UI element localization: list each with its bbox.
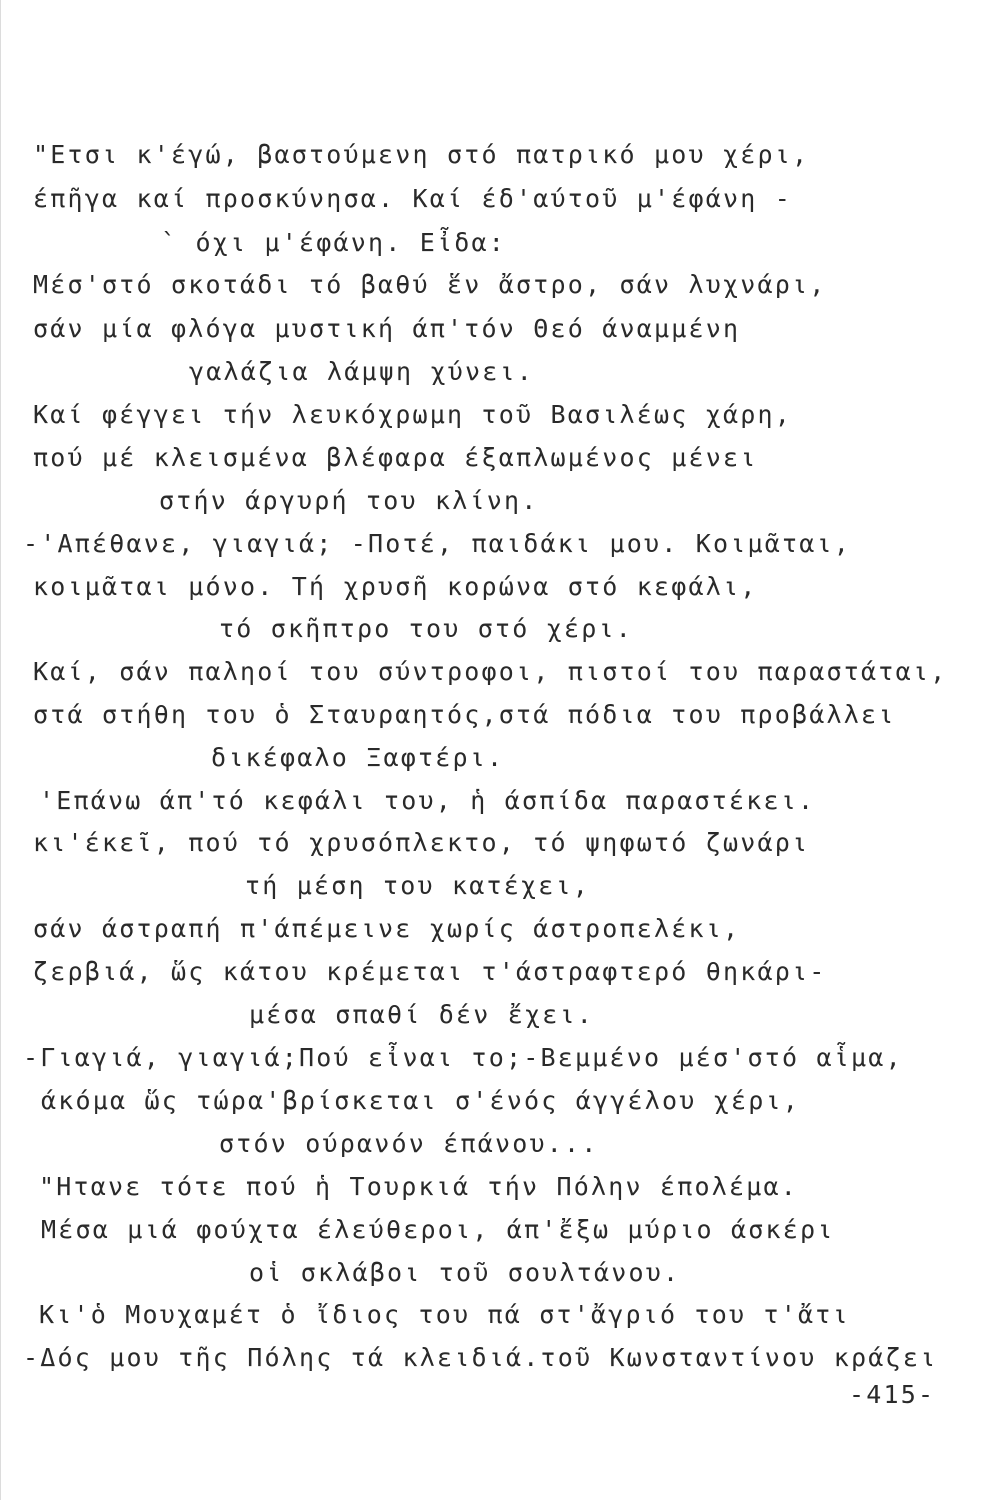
page-number: -415-: [849, 1380, 936, 1409]
text-line-28: Κι'ὁ Μουχαμέτ ὁ ἴδιος του πά στ'ἄγριό του τ'ἄτι: [39, 1300, 850, 1329]
text-line-14: στά στήθη του ὁ Σταυραητός,στά πόδια του προβάλλει: [33, 700, 896, 729]
text-line-7: Καί φέγγει τήν λευκόχρωμη τοῦ Βασιλέως χάρη,: [33, 400, 793, 429]
text-line-6: γαλάζια λάμψη χύνει.: [189, 357, 535, 386]
text-line-20: ζερβιά, ὥς κάτου κρέμεται τ'άστραφτερό θηκάρι-: [33, 957, 827, 986]
text-line-19: σάν άστραπή π'άπέμεινε χωρίς άστροπελέκι,: [33, 914, 741, 943]
text-line-17: κι'έκεῖ, πού τό χρυσόπλεκτο, τό ψηφωτό ζωνάρι: [33, 828, 810, 857]
text-line-23: άκόμα ὥς τώρα'βρίσκεται σ'ένός άγγέλου χέρι,: [41, 1086, 801, 1115]
text-line-2: έπῆγα καί προσκύνησα. Καί έδ'αύτοῦ μ'έφάνη -: [33, 184, 793, 213]
text-line-27: οἱ σκλάβοι τοῦ σουλτάνου.: [249, 1258, 681, 1287]
text-line-21: μέσα σπαθί δέν ἔχει.: [249, 1000, 595, 1029]
text-line-15: δικέφαλο Ξαφτέρι.: [211, 743, 505, 772]
text-line-3: ` όχι μ'έφάνη. Εἶδα:: [161, 228, 507, 257]
text-line-16: 'Επάνω άπ'τό κεφάλι του, ἡ άσπίδα παραστέκει.: [39, 786, 816, 815]
text-line-29: -Δός μου τῆς Πόλης τά κλειδιά.τοῦ Κωνσταντίνου κράζει: [23, 1343, 938, 1372]
text-line-8: πού μέ κλεισμένα βλέφαρα έξαπλωμένος μένει: [33, 443, 758, 472]
text-line-4: Μέσ'στό σκοτάδι τό βαθύ ἕν ἄστρο, σάν λυχνάρι,: [33, 270, 827, 299]
text-line-1: "Ετσι κ'έγώ, βαστούμενη στό πατρικό μου χέρι,: [33, 140, 810, 169]
text-line-10: -'Απέθανε, γιαγιά; -Ποτέ, παιδάκι μου. Κοιμᾶται,: [23, 529, 852, 558]
text-line-5: σάν μία φλόγα μυστική άπ'τόν Θεό άναμμένη: [33, 314, 741, 343]
text-line-12: τό σκῆπτρο του στό χέρι.: [219, 614, 634, 643]
text-line-9: στήν άργυρή του κλίνη.: [159, 486, 539, 515]
text-line-18: τή μέση του κατέχει,: [245, 871, 591, 900]
text-line-24: στόν ούρανόν έπάνου...: [219, 1129, 599, 1158]
text-line-26: Μέσα μιά φούχτα έλεύθεροι, άπ'ἔξω μύριο άσκέρι: [41, 1215, 835, 1244]
text-line-11: κοιμᾶται μόνο. Τή χρυσῆ κορώνα στό κεφάλι,: [33, 572, 758, 601]
text-line-25: "Ητανε τότε πού ἡ Τουρκιά τήν Πόλην έπολέμα.: [39, 1172, 799, 1201]
text-line-22: -Γιαγιά, γιαγιά;Πού εἶναι το;-Βεμμένο μέσ'στό αἷμα,: [23, 1043, 903, 1072]
text-line-13: Καί, σάν παληοί του σύντροφοι, πιστοί του παραστάται,: [33, 657, 948, 686]
